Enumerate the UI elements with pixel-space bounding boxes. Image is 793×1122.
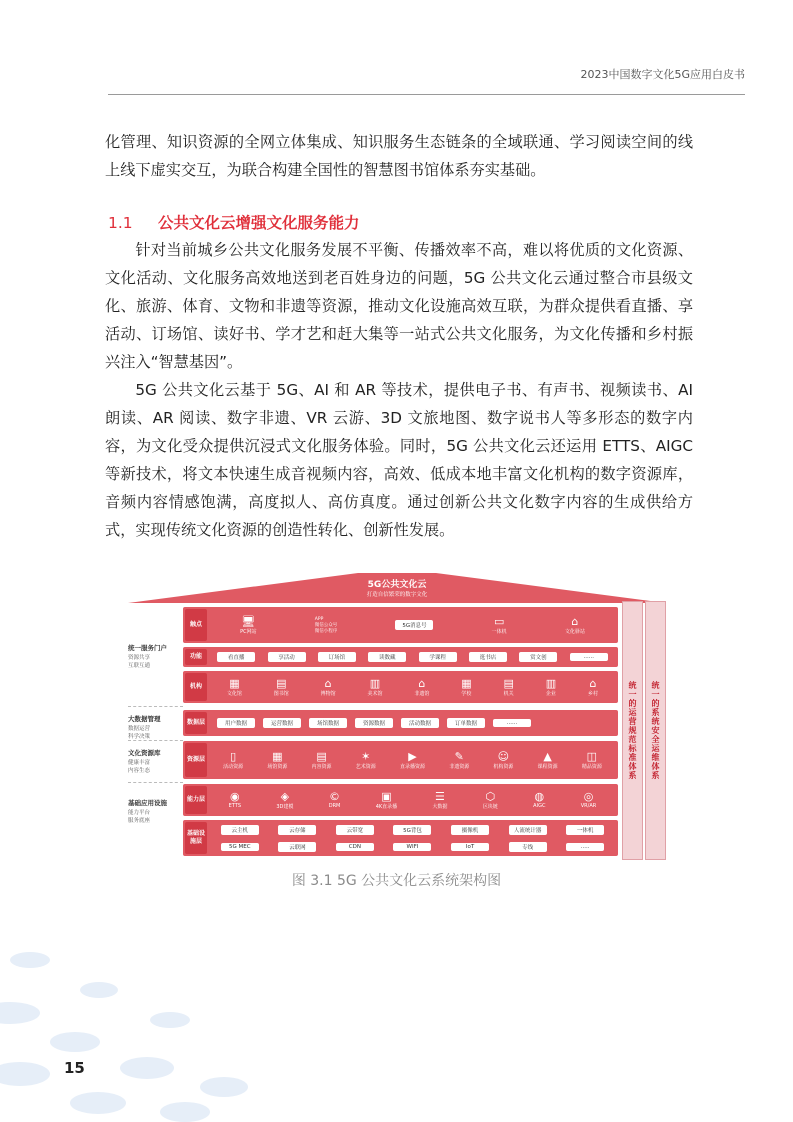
3d-icon: ◈: [280, 789, 290, 803]
vr-icon: ◎: [583, 790, 594, 803]
ai-icon: ◍: [534, 790, 545, 803]
paragraph-1: 化管理、知识资源的全网立体集成、知识服务生态链条的全域联通、学习阅读空间的线上线下虚实交互，为联合构建全国性的智慧图书馆体系夯实基础。: [105, 133, 693, 179]
art-icon: ✶: [361, 749, 371, 763]
row-touchpoints: 触点 🖥 PC网站 APP 微信公众号 微信小程序 5G消息号 ▭ 一体机 ⌂ 文化驿站: [183, 607, 618, 643]
group-divider: [128, 782, 183, 783]
content-icon: ▤: [316, 749, 327, 763]
architecture-diagram: [128, 573, 666, 858]
row-resources: 资源层 ▯ 活动资源 ▦ 场馆资源 ▤ 内容资源 ✶ 艺术资源 ▶ 直录播资源 ✎ 非遗资源 ☺ 机构资源 ▲ 课程资源 ◫ 精品资源: [183, 741, 618, 779]
blockchain-icon: ⬡: [485, 789, 496, 803]
tts-icon: ◉: [230, 790, 240, 803]
row-infrastructure: 基础设施层 云主机 云存储 云带宽 5G背包 摄像机 人流统计器 一体机 5G MEC 云联网 CDN WIFI IoT 专线 .....: [183, 820, 618, 856]
ops-standard-bar: 统一的运营规范标准体系: [622, 601, 643, 860]
group-label-resource: 文化资源库 健康丰富 内容生态: [128, 749, 161, 774]
page-number: 15: [64, 1059, 85, 1077]
enterprise-icon: ▥: [545, 676, 557, 690]
monitor-icon: 🖥: [241, 614, 256, 628]
roof-title: 5G公共文化云: [367, 580, 427, 590]
group-label-portal: 统一服务门户 资源共享 互联互通: [128, 644, 167, 669]
library-icon: ▤: [276, 676, 287, 690]
group-divider: [128, 740, 183, 741]
sms-badge: 5G消息号: [395, 620, 433, 630]
section-number: 1.1: [108, 214, 133, 232]
building-icon: ▦: [229, 676, 240, 690]
play-icon: ▶: [408, 749, 417, 763]
group-divider: [128, 706, 183, 707]
group-label-infra: 基础应用设施 能力平台 服务底座: [128, 799, 167, 824]
row-institutions: 机构 ▦ 文化馆 ▤ 图书馆 ⌂ 博物馆 ▥ 美术馆 ⌂ 非遗馆 ▦ 学校 ▤ 机关 ▥ 企业 ⌂ 乡村: [183, 671, 618, 703]
section-title: 公共文化云增强文化服务能力: [158, 214, 360, 232]
house-icon: ⌂: [571, 614, 579, 628]
row-functions: 功能 看直播 享活动 订场馆 读数藏 学课程 逛书店 赏文创 ......: [183, 647, 618, 667]
graduation-icon: ▲: [543, 749, 552, 763]
database-icon: ☰: [435, 789, 445, 803]
museum-icon: ⌂: [324, 676, 332, 690]
village-icon: ⌂: [589, 676, 597, 690]
phone-icon: ▯: [230, 749, 237, 763]
running-header: 2023中国数字文化5G应用白皮书: [580, 68, 745, 81]
pavilion-icon: ⌂: [418, 676, 426, 690]
group-label-bigdata: 大数据管理 数据运营 科学决策: [128, 715, 161, 740]
section-heading: [108, 211, 360, 233]
kiosk-icon: ▭: [493, 614, 505, 628]
office-icon: ▤: [503, 676, 514, 690]
header-rule: [108, 94, 745, 95]
school-icon: ▦: [461, 676, 472, 690]
gallery-icon: ▥: [369, 676, 381, 690]
paragraph-2: 针对当前城乡公共文化服务发展不平衡、传播效率不高，难以将优质的文化资源、文化活动、文化服务高效地送到老百姓身边的问题，5G 公共文化云通过整合市县级文化、旅游、体育、文物和非遗等资源，推动文化设施高效互联，为群众提供看直播、享活动、订场馆、读好书、学才艺和赶大集等一站式公共文化服务，为文化传播和乡村振兴注入“智慧基因”。: [105, 241, 693, 371]
roof-subtitle: 打造自信繁荣的数字文化: [366, 592, 428, 598]
bag-icon: ◫: [586, 749, 598, 763]
drm-icon: ©: [329, 790, 341, 803]
brush-icon: ✎: [454, 749, 464, 763]
row-data: 数据层 用户数据 运营数据 场馆数据 资源数据 活动数据 订单数据 ......: [183, 710, 618, 736]
row-capabilities: 能力层 ◉ ETTS ◈ 3D建模 © DRM ▣ 4K直录播 ☰ 大数据 ⬡ 区块链 ◍ AIGC ◎ VR/AR: [183, 784, 618, 816]
security-ops-bar: 统一的系统安全运维体系: [645, 601, 666, 860]
paragraph-3: 5G 公共文化云基于 5G、AI 和 AR 等技术，提供电子书、有声书、视频读书、AI 朗读、AR 阅读、数字非遗、VR 云游、3D 文旅地图、数字说书人等多形态的数字内容，为文化受众提供沉浸式文化服务体验。同时，5G 公共文化云还运用 ETTS、AIGC 等新技术，将文本快速生成音视频内容，高效、低成本地丰富文化机构的数字资源库，音频内容情感饱满，高度拟人、高仿真度。通过创新公共文化数字内容的生成供给方式，实现传统文化资源的创造性转化、创新性发展。: [105, 381, 693, 539]
figure-caption: 图 3.1 5G 公共文化云系统架构图: [291, 873, 502, 889]
people-icon: ☺: [497, 749, 510, 763]
venue-icon: ▦: [272, 749, 283, 763]
4k-icon: ▣: [381, 789, 392, 803]
